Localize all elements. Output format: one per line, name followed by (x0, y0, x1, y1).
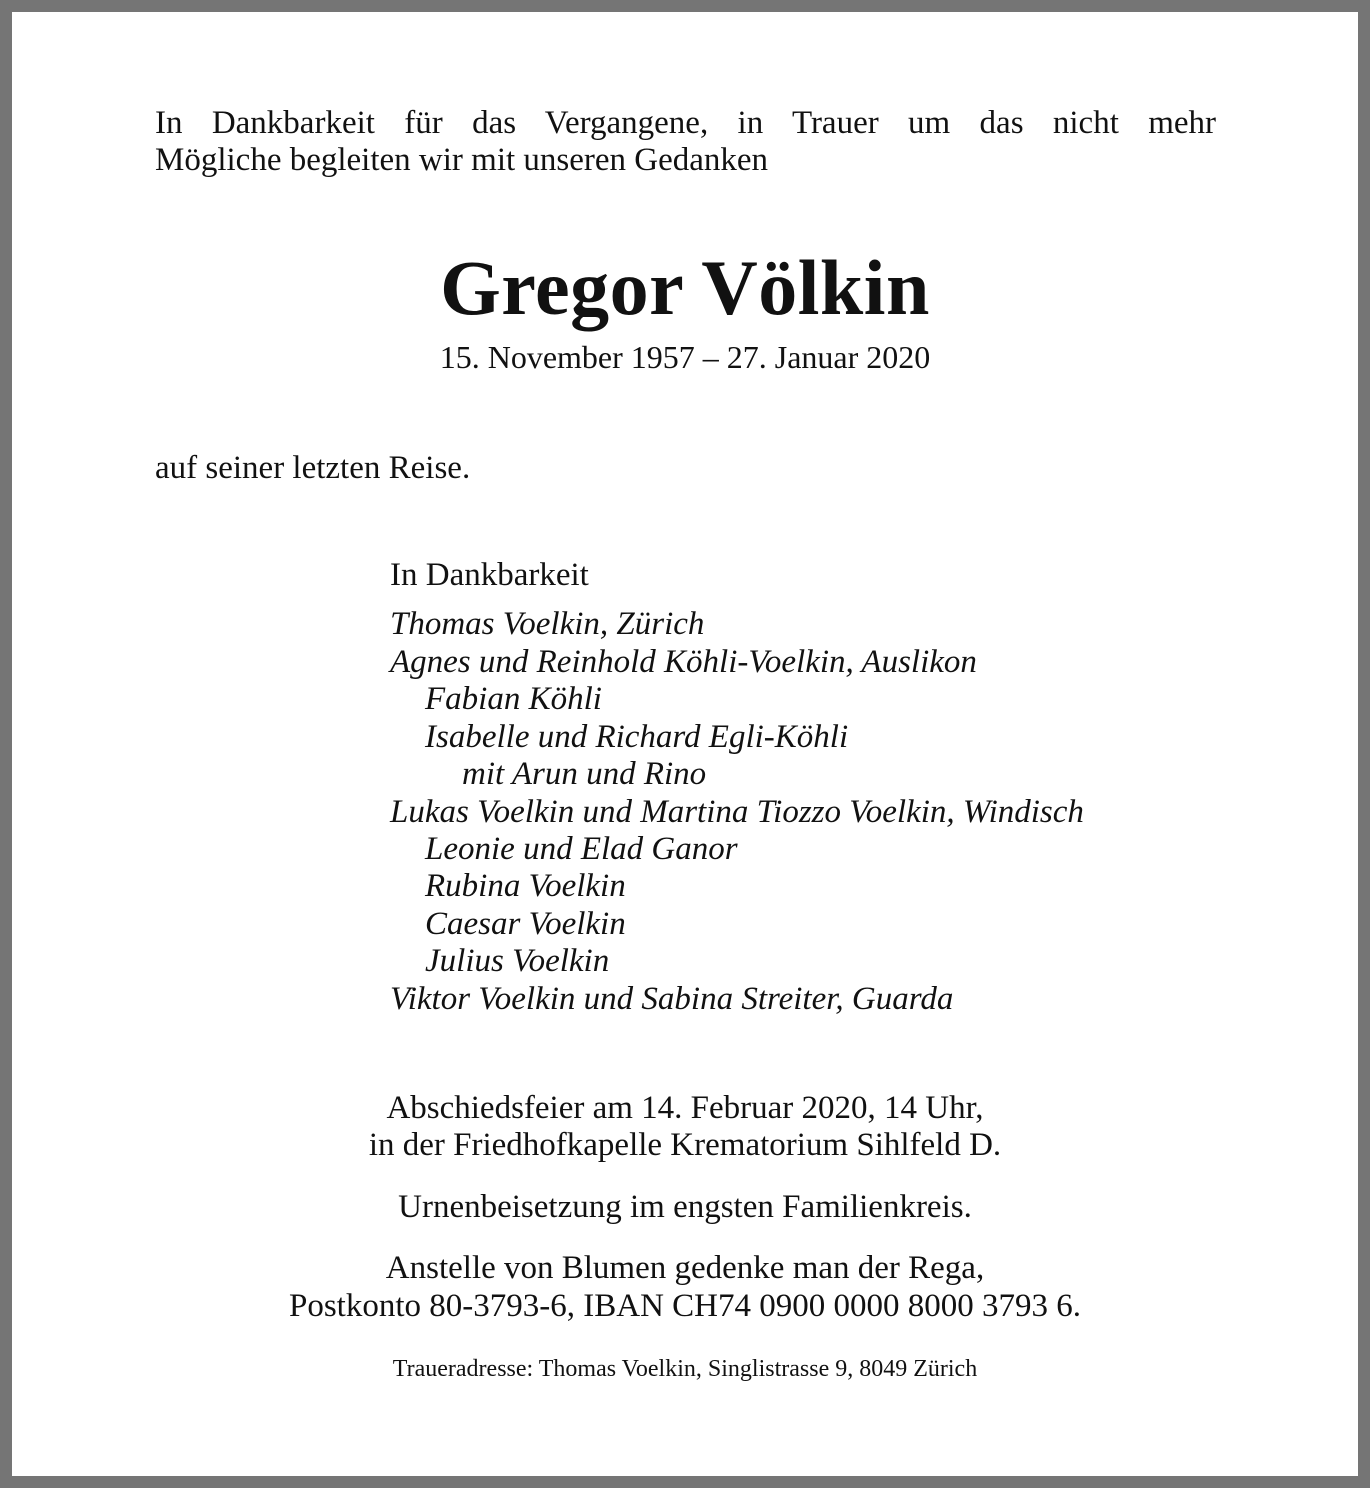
journey-text: auf seiner letzten Reise. (155, 450, 471, 486)
mourner-name: Isabelle und Richard Egli-Köhli (425, 719, 849, 755)
mourner-name: Rubina Voelkin (425, 868, 626, 904)
mourner-name: Leonie und Elad Ganor (425, 831, 738, 867)
mourning-address: Traueradresse: Thomas Voelkin, Singlistrasse 9, 8049 Zürich (392, 1356, 978, 1382)
intro-line-1: In Dankbarkeit für das Vergangene, in Trauer um das nicht mehr (155, 105, 1216, 141)
intro-line-2: Mögliche begleiten wir mit unseren Gedanken (155, 142, 769, 178)
donation-line-2: Postkonto 80-3793-6, IBAN CH74 0900 0000 8000 3793 6. (288, 1288, 1082, 1324)
deceased-name: Gregor Völkin (440, 244, 930, 331)
donation-line-1: Anstelle von Blumen gedenke man der Rega, (385, 1250, 985, 1286)
mourner-name: Thomas Voelkin, Zürich (390, 606, 705, 642)
mourner-name: Agnes und Reinhold Köhli-Voelkin, Auslikon (390, 644, 977, 680)
life-dates: 15. November 1957 – 27. Januar 2020 (439, 339, 931, 375)
mourner-name: Lukas Voelkin und Martina Tiozzo Voelkin, Windisch (390, 794, 1084, 830)
mourner-name: Fabian Köhli (425, 681, 602, 717)
ceremony-line-1: Abschiedsfeier am 14. Februar 2020, 14 Uhr, (386, 1090, 984, 1126)
mourner-name: Julius Voelkin (425, 943, 610, 979)
mourner-name: Viktor Voelkin und Sabina Streiter, Guarda (390, 981, 954, 1017)
mourner-name: Caesar Voelkin (425, 906, 626, 942)
burial-text: Urnenbeisetzung im engsten Familienkreis. (398, 1189, 972, 1225)
mourner-name: mit Arun und Rino (462, 756, 707, 792)
mourners-heading: In Dankbarkeit (390, 557, 589, 593)
ceremony-line-2: in der Friedhofkapelle Krematorium Sihlfeld D. (368, 1127, 1002, 1163)
